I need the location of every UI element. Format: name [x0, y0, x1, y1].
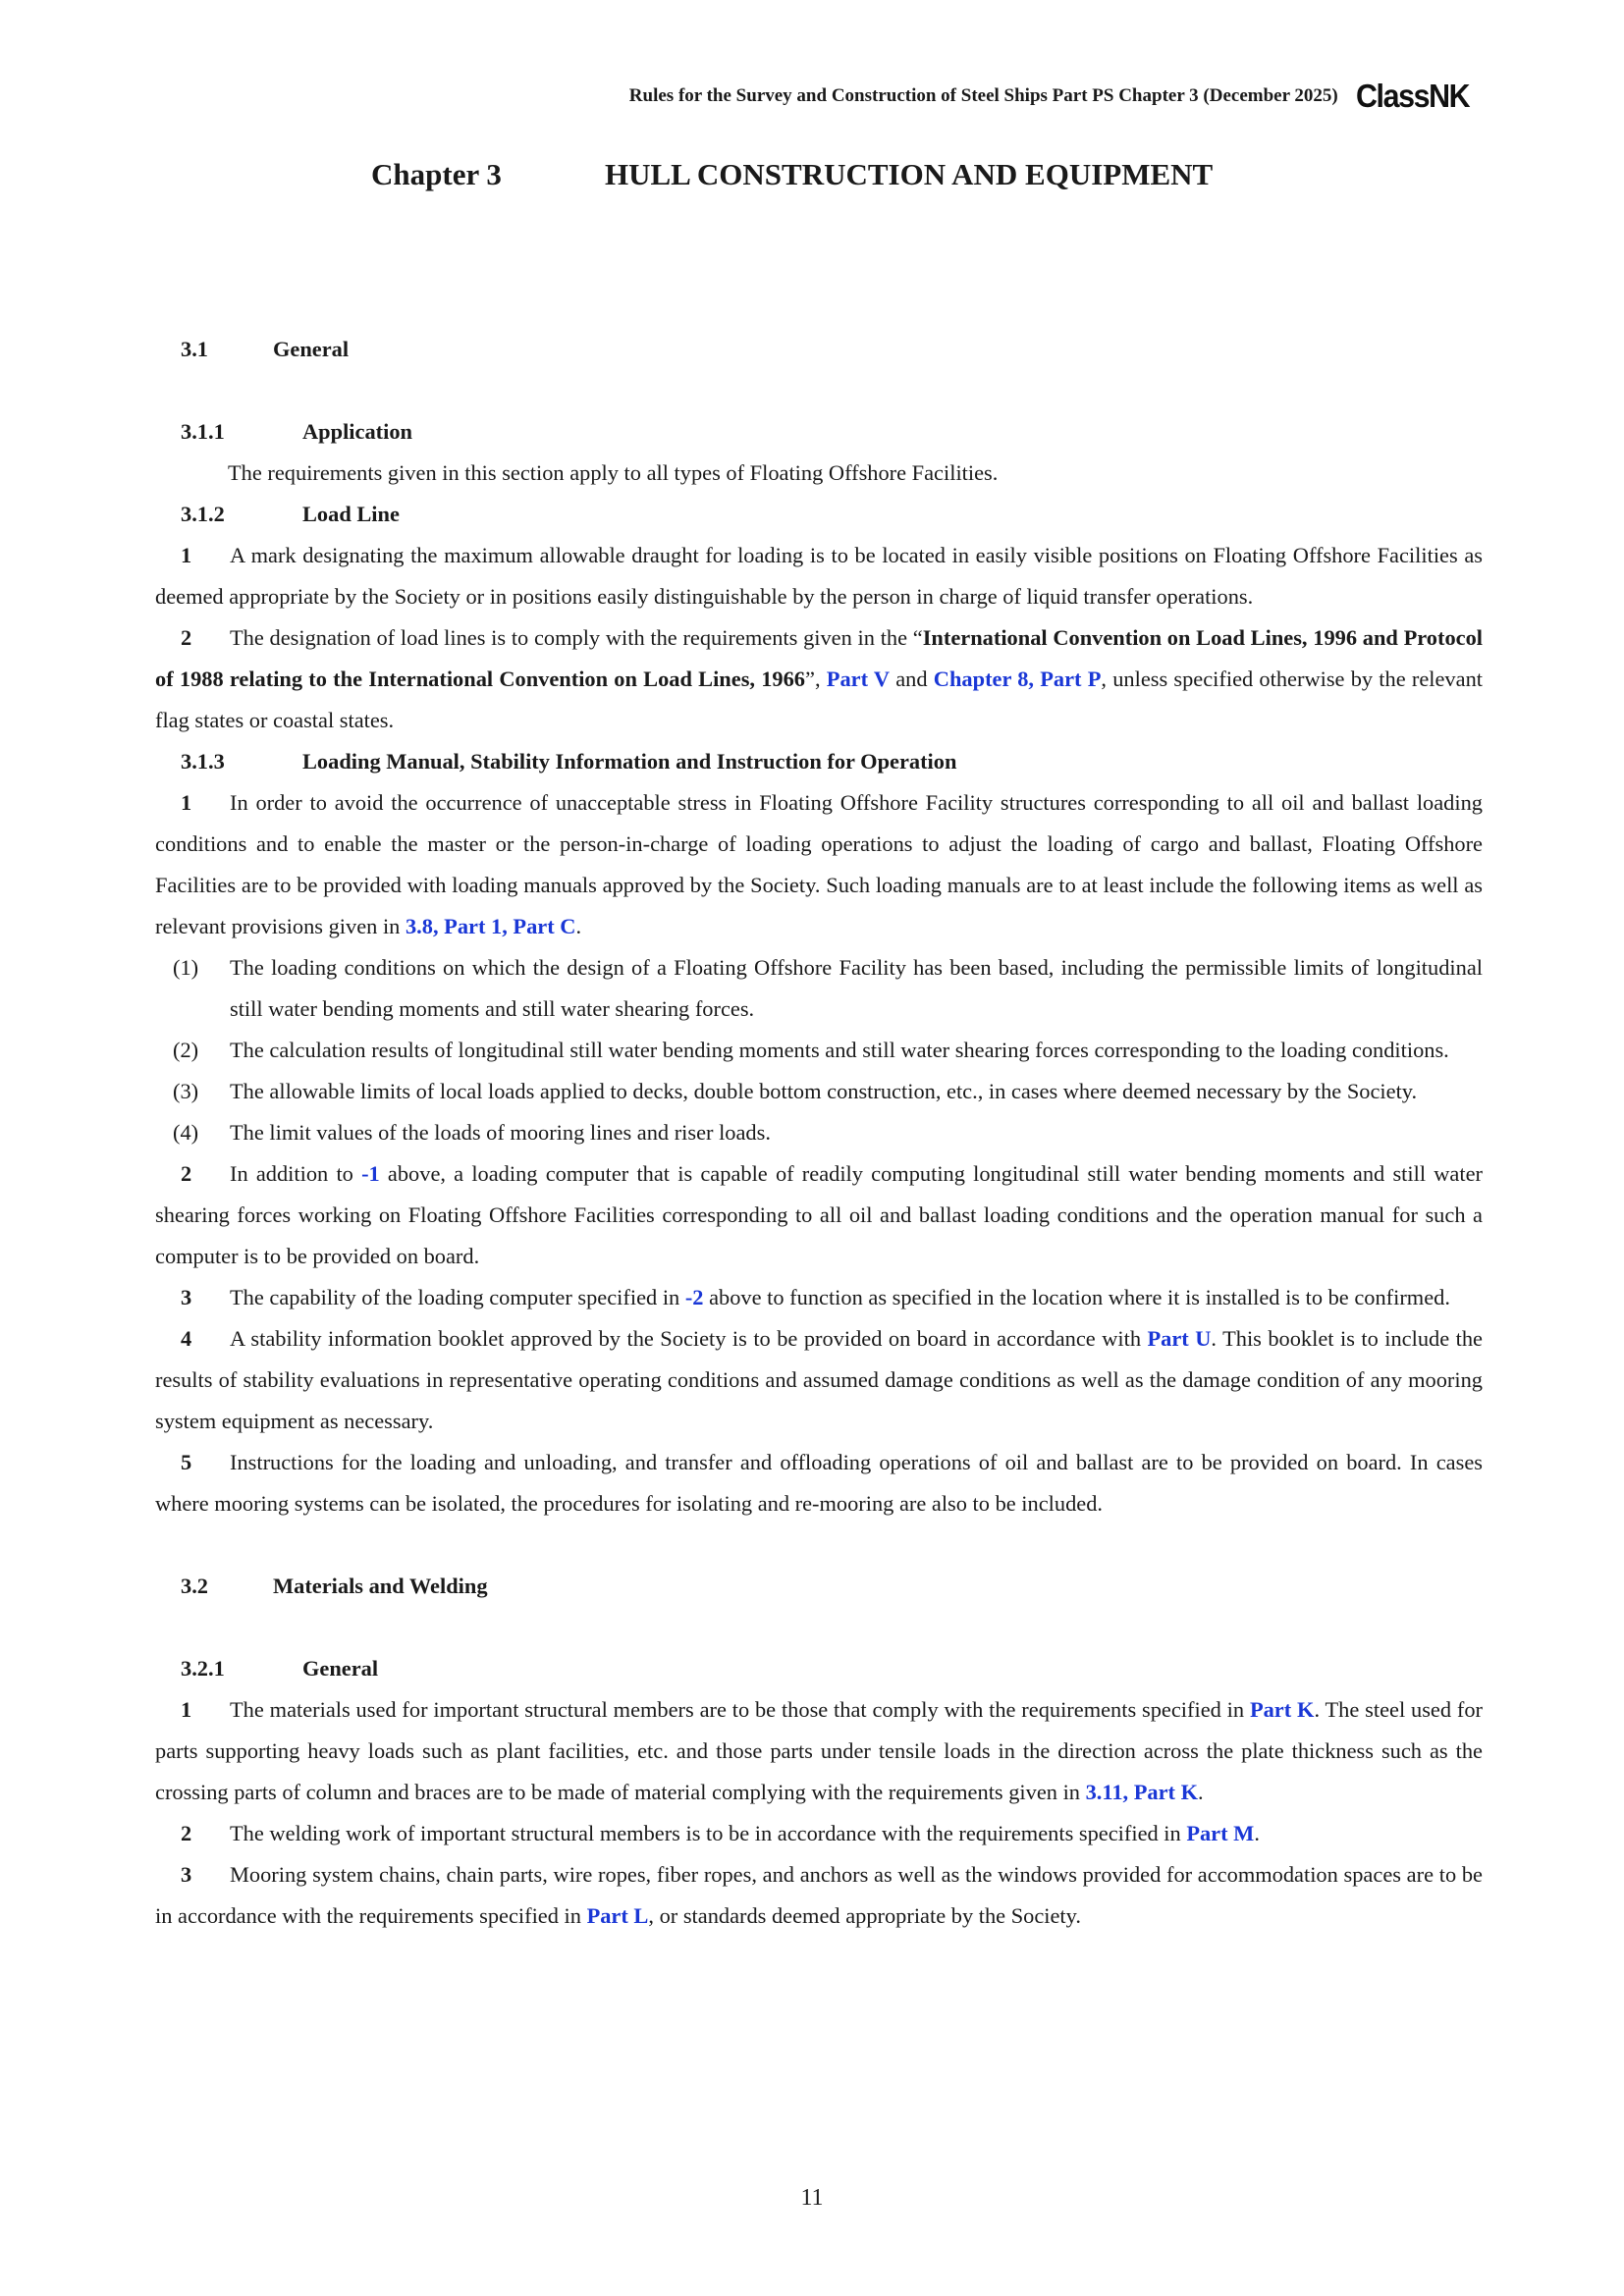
section-title: Materials and Welding	[273, 1574, 488, 1598]
list-item	[155, 947, 1483, 1030]
paragraph: 4 A stability information booklet approved by the Society is to be provided on board in accordance with Part U. This booklet is to include the results of stability evaluations in representative operating conditions and assumed damage conditions as well as the damage condition of any mooring system equipment as necessary.	[155, 1318, 1483, 1442]
subsection-number: 3.1.2	[181, 502, 225, 526]
ref-link-minus-1[interactable]: -1	[361, 1161, 380, 1186]
paragraph-number: 4	[181, 1326, 192, 1351]
list-label: (3)	[173, 1079, 199, 1103]
subsection-number: 3.1.1	[181, 419, 225, 444]
section-title: General	[273, 337, 350, 361]
chapter-number: Chapter 3	[371, 157, 502, 191]
page-number: 11	[800, 2185, 824, 2211]
paragraph-number: 5	[181, 1450, 192, 1474]
list-text: The loading conditions on which the design of a Floating Offshore Facility has been based, including the permissible limits of longitudinal still water bending moments and still water shearing forces.	[230, 955, 1483, 1021]
document-body	[155, 329, 1483, 1937]
paragraph: 2 The welding work of important structural members is to be in accordance with the requirements specified in Part M.	[155, 1813, 1483, 1854]
subsection-heading-3-1-3	[155, 741, 1483, 782]
paragraph-number: 1	[181, 790, 192, 815]
list-text: The limit values of the loads of mooring lines and riser loads.	[230, 1120, 771, 1145]
subsection-title: Loading Manual, Stability Information and Instruction for Operation	[302, 749, 957, 774]
list-text: The calculation results of longitudinal still water bending moments and still water shearing forces corresponding to the loading conditions.	[230, 1038, 1449, 1062]
paragraph-number: 1	[181, 1697, 192, 1722]
ref-link-part-v[interactable]: Part V	[826, 667, 891, 691]
paragraph: 3 The capability of the loading computer specified in -2 above to function as specified in the location where it is installed is to be confirmed.	[155, 1277, 1483, 1318]
paragraph: 5 Instructions for the loading and unloading, and transfer and offloading operations of oil and ballast are to be provided on board. In cases where mooring systems can be isolated, the procedures for isolating and re-mooring are also to be included.	[155, 1442, 1483, 1524]
paragraph: 3 Mooring system chains, chain parts, wire ropes, fiber ropes, and anchors as well as the windows provided for accommodation spaces are to be in accordance with the requirements specified in Part L, or standards deemed appropriate by the Society.	[155, 1854, 1483, 1937]
subsection-heading-3-1-1	[155, 411, 1483, 453]
section-number: 3.2	[181, 1574, 208, 1598]
paragraph-number: 3	[181, 1285, 192, 1309]
classnk-logo: ClassNK	[1355, 78, 1469, 114]
list-item	[155, 1071, 1483, 1112]
section-number: 3.1	[181, 337, 208, 361]
paragraph: 2 The designation of load lines is to comply with the requirements given in the “International Convention on Load Lines, 1996 and Protocol of 1988 relating to the International Convention on Load Lines, 1966”, Part V and Chapter 8, Part P, unless specified otherwise by the relevant flag states or coastal states.	[155, 617, 1483, 741]
running-title: Rules for the Survey and Construction of Steel Ships Part PS Chapter 3 (December 2025)	[628, 85, 1338, 106]
subsection-title: Application	[302, 419, 412, 444]
ref-link-chapter-8-part-p[interactable]: Chapter 8, Part P	[933, 667, 1102, 691]
ref-link-3-8-part-1-part-c[interactable]: 3.8, Part 1, Part C	[405, 914, 576, 938]
list-label: (1)	[173, 955, 199, 980]
ref-link-3-11-part-k[interactable]: 3.11, Part K	[1085, 1780, 1199, 1804]
paragraph: The requirements given in this section apply to all types of Floating Offshore Facilities.	[228, 460, 999, 485]
subsection-title: Load Line	[302, 502, 400, 526]
paragraph: 1 In order to avoid the occurrence of unacceptable stress in Floating Offshore Facility structures corresponding to all oil and ballast loading conditions and to enable the master or the person-in-charge of loading operations to adjust the loading of cargo and ballast, Floating Offshore Facilities are to be provided with loading manuals approved by the Society. Such loading manuals are to at least include the following items as well as relevant provisions given in 3.8, Part 1, Part C.	[155, 782, 1483, 947]
list-label: (4)	[173, 1120, 199, 1145]
ref-link-part-m[interactable]: Part M	[1186, 1821, 1255, 1845]
running-header	[629, 77, 1479, 116]
section-heading-3-2	[155, 1566, 1483, 1607]
paragraph-number: 2	[181, 1161, 192, 1186]
paragraph: 2 In addition to -1 above, a loading computer that is capable of readily computing longitudinal still water bending moments and still water shearing forces working on Floating Offshore Facilities corresponding to all oil and ballast loading conditions and the operation manual for such a computer is to be provided on board.	[155, 1153, 1483, 1277]
subsection-heading-3-2-1	[155, 1648, 1483, 1689]
list-label: (2)	[173, 1038, 199, 1062]
ref-link-minus-2[interactable]: -2	[684, 1285, 704, 1309]
ref-link-part-k[interactable]: Part K	[1249, 1697, 1315, 1722]
paragraph: 1 A mark designating the maximum allowable draught for loading is to be located in easily visible positions on Floating Offshore Facilities as deemed appropriate by the Society or in positions easily distinguishable by the person in charge of liquid transfer operations.	[155, 535, 1483, 617]
subsection-title: General	[302, 1656, 379, 1681]
paragraph-number: 3	[181, 1862, 192, 1887]
subsection-number: 3.1.3	[181, 749, 225, 774]
convention-title: International Convention on Load Lines, 1996 and Protocol of 1988 relating to the International Convention on Load Lines, 1966	[155, 625, 1483, 691]
paragraph-number: 2	[181, 625, 192, 650]
paragraph: 1 The materials used for important structural members are to be those that comply with the requirements specified in Part K. The steel used for parts supporting heavy loads such as plant facilities, etc. and those parts under tensile loads in the direction across the plate thickness such as the crossing parts of column and braces are to be made of material complying with the requirements given in 3.11, Part K.	[155, 1689, 1483, 1813]
section-heading-3-1	[155, 329, 1483, 370]
list-item	[155, 1030, 1483, 1071]
list-text: The allowable limits of local loads applied to decks, double bottom construction, etc., in cases where deemed necessary by the Society.	[230, 1079, 1418, 1103]
paragraph-number: 2	[181, 1821, 192, 1845]
subsection-heading-3-1-2	[155, 494, 1483, 535]
ref-link-part-u[interactable]: Part U	[1147, 1326, 1212, 1351]
subsection-number: 3.2.1	[181, 1656, 225, 1681]
paragraph-number: 1	[181, 543, 192, 567]
ref-link-part-l[interactable]: Part L	[586, 1903, 649, 1928]
chapter-title: HULL CONSTRUCTION AND EQUIPMENT	[605, 157, 1214, 191]
list-item	[155, 1112, 1483, 1153]
